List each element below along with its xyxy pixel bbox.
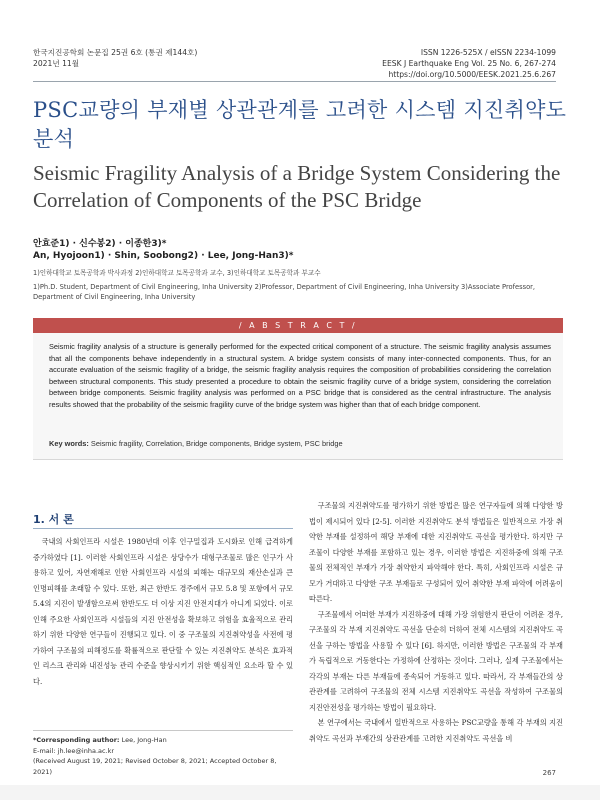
issn-text: ISSN 1226-525X / eISSN 2234-1099 [420,48,556,57]
footnote-divider [33,730,293,731]
journal-header-ko [33,47,197,69]
corresponding-author-name: Lee, Jong-Han [119,736,167,744]
title-english: Seismic Fragility Analysis of a Bridge System Considering the Correlation of Components of the PSC Bridge [33,161,561,212]
affiliation-english: 1)Ph.D. Student, Department of Civil Engineering, Inha University 2)Professor, Department of Civil Engineering, Inha University 3)Associate Professor, Department of Civil Engineering, Inha University [33,283,536,301]
section-heading-underline [33,528,293,529]
body-paragraph: 본 연구에서는 국내에서 일반적으로 사용하는 PSC교량을 통해 각 부재의 지진취약도 곡선과 부재간의 상관관계를 고려한 지진취약도 곡선을 비 [309,718,563,743]
keywords-label: Key words: [49,439,89,448]
keywords-list: Seismic fragility, Correlation, Bridge components, Bridge system, PSC bridge [90,439,343,448]
journal-header-en [382,47,556,80]
header-divider [33,81,556,82]
section-heading-introduction: 1. 서 론 [33,513,74,526]
received-dates: (Received August 19, 2021; Revised October 8, 2021; Accepted October 8, 2021) [33,757,277,776]
body-paragraph: 구조물에서 어떠한 부재가 지진하중에 대해 가장 위험한지 판단이 어려운 경우, 구조물의 각 부재 지진취약도 곡선을 단순히 더하여 전체 시스템의 지진취약도 곡선을 구하는 방법을 사용할 수 있다 [6]. 하지만, 이러한 방법은 구조물의 각 부재가 독립적으로 거동한다는 가정하에 산정하는 것이다. 그러나, 실제 구조물에서는 각각의 부재는 다른 부재들에 종속되어 거동하고 있다. 따라서, 각 부재들간의 상관관계를 고려하여 구조물의 전체 시스템 지진취약도 곡선을 작성하여 구조물의 지진안전성을 평가하는 방법이 필요하다. [309,609,563,712]
journal-name-ko: 한국지진공학회 논문집 25권 6호 (통권 제144호) [33,48,198,57]
corresponding-author [33,735,293,746]
body-paragraph: 국내의 사회인프라 시설은 1980년대 이후 인구밀집과 도시화로 인해 급격하게 증가하였다 [1]. 이러한 사회인프라 시설은 상당수가 대형구조물로 많은 인구가 사용하고 있어, 자연재해로 인한 사회인프라 시설의 피해는 대규모의 재산손실과 큰 인명피해를 초래할 수 있다. 또한, 최근 한반도 경주에서 규모 5.8 및 포항에서 규모 5.4의 지진이 발생함으로써 한반도도 더 이상 지진 안전지대가 아니게 되었다. 이로인해 주요한 사회인프라 시설들의 지진 안전성을 확보하고 위험을 효율적으로 관리하기 위한 다양한 연구들이 진행되고 있다. 이 중 구조물의 지진취약성을 사전에 평가하여 구조물의 피해정도를 확률적으로 판단할 수 있는 지진취약도 분석은 효과적인 리스크 관리와 내진성능 관리 수준을 향상시키기 위한 핵심적인 요소라 할 수 있다. [33,537,293,686]
abstract-text: Seismic fragility analysis of a structure is generally performed for the expected critical component of a structure. The seismic fragility analysis assumes that all the components behave independently in a structural system. A bridge system consists of many inter-connected components. Thus, for an accurate evaluation of the seismic fragility of a bridge, the seismic fragility analysis requires the composition of probabilities considering the correlation between structural components. This study presented a procedure to obtain the seismic fragility curve of a bridge system, considering the correlation between bridge components. Seismic fragility analysis was performed on a PSC bridge that is considered as the central infrastructure. The analysis results showed that the probability of the seismic fragility curve of the bridge system was higher than that of each bridge component. [49,342,551,409]
abstract-heading: / A B S T R A C T / [33,318,563,333]
author-email[interactable]: E-mail: jh.lee@inha.ac.kr [33,746,115,755]
corresponding-author-label: *Corresponding author: [33,736,120,744]
issue-date-ko: 2021년 11월 [33,59,80,68]
footnote [33,735,293,777]
body-column-right [309,498,563,746]
title-korean: PSC교량의 부재별 상관관계를 고려한 시스템 지진취약도 분석 [33,98,567,151]
body-column-left [33,534,293,689]
doi-link[interactable]: https://doi.org/10.5000/EESK.2021.25.6.267 [388,70,556,79]
authors-english: An, Hyojoon1) · Shin, Soobong2) · Lee, Jong-Han3)* [33,251,294,261]
keywords-line [49,439,551,448]
page-bottom-strip [0,785,600,800]
affiliation-korean: 1)인하대학교 토목공학과 박사과정 2)인하대학교 토목공학과 교수, 3)인하대학교 토목공학과 부교수 [33,269,321,277]
page-number: 267 [542,769,556,777]
authors-korean: 안효준1) · 신수봉2) · 이종한3)* [33,239,167,249]
body-paragraph: 구조물의 지진취약도를 평가하기 위한 방법은 많은 연구자들에 의해 다양한 방법이 제시되어 있다 [2-5]. 이러한 지진취약도 분석 방법들은 일반적으로 가장 취약한 부재를 설정하여 해당 부재에 대한 지진취약도 곡선을 평가한다. 하지만 구조물이 다양한 부재를 포함하고 있는 경우, 이러한 방법은 지진하중에 의해 구조물의 전체적인 부재가 가장 취약한지 파악해야 한다. 특히, 사회인프라 시설은 규모가 거대하고 다양한 구조 부재들로 구성되어 있어 취약한 부재 파악에 어려움이 따른다. [309,501,563,603]
journal-name-en: EESK J Earthquake Eng Vol. 25 No. 6, 267-274 [382,59,556,68]
